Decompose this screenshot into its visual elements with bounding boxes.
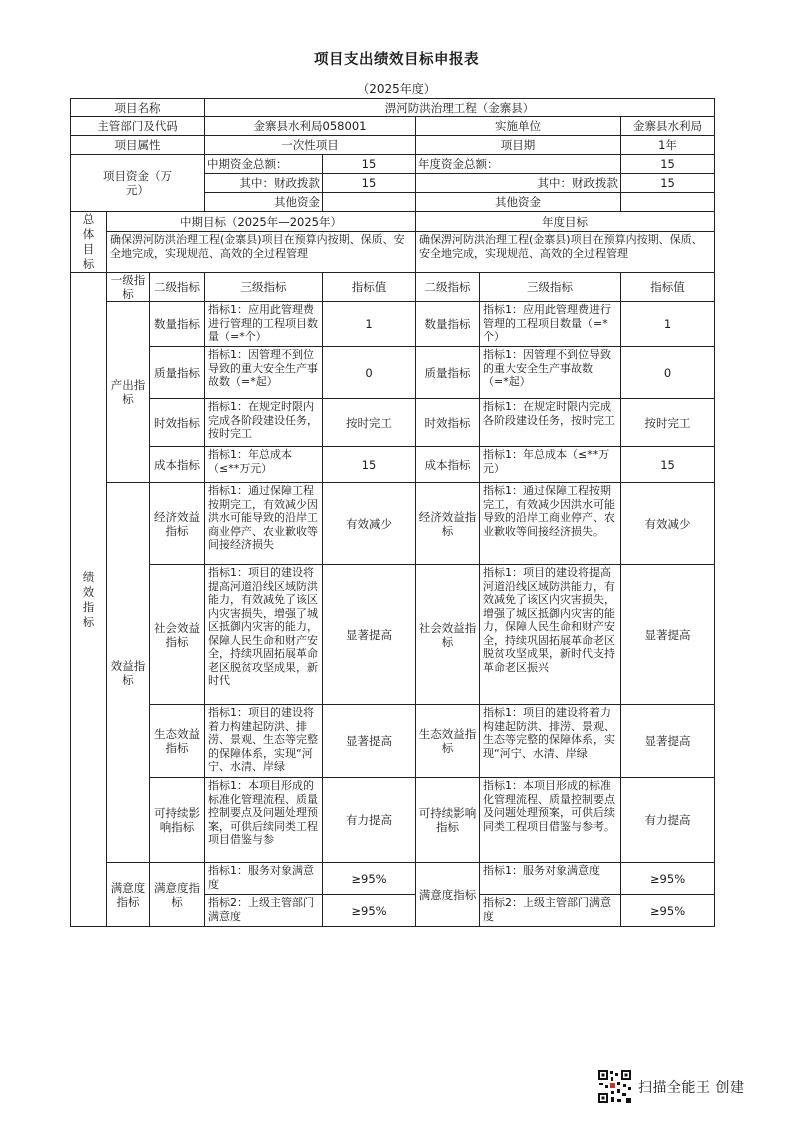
impl-unit-value: 金寨县水利局 [621,117,715,136]
l1-header: 一级指标 [107,273,150,302]
quality-mid-indicator: 指标1：因管理不到位导致的重大安全生产事故数（=*起） [205,347,323,399]
cost-mid-value: 15 [323,447,416,483]
sat-l2: 满意度指标 [150,863,205,927]
sat-mid-indicator-2: 指标2：上级主管部门满意度 [205,895,323,927]
qty-l2: 数量指标 [150,302,205,347]
attribute-value: 一次性项目 [205,136,416,155]
sustain-mid-value: 有力提高 [323,778,416,863]
funds-label: 项目资金（万元） [71,155,205,212]
dept-code-label: 主管部门及代码 [71,117,205,136]
cost-year-l2: 成本指标 [416,447,480,483]
year-label: （2025年度） [357,82,436,96]
quality-mid-value: 0 [323,347,416,399]
project-name-label: 项目名称 [71,99,205,117]
year-total-label: 年度资金总额： [416,155,621,174]
mid-goal-text: 确保淠河防洪治理工程(金寨县)项目在预算内按期、保质、安全地完成，实现规范、高效的全过程管理 [107,232,416,273]
fiscal-year-label: 其中：财政拨款 [416,174,621,193]
overall-goal-label: 总体目标 [71,212,107,273]
sustain-year-l2: 可持续影响指标 [416,778,480,863]
qty-mid-indicator: 指标1：应用此管理费进行管理的工程项目数量（=*个） [205,302,323,347]
period-value: 1年 [621,136,715,155]
quality-year-value: 0 [621,347,715,399]
econ-l2: 经济效益指标 [150,483,205,565]
l3-header-year: 三级指标 [480,273,621,302]
social-year-indicator: 指标1：项目的建设将提高河道沿线区域防洪能力，有效减免了该区内灾害损失，增强了城区抵御内灾害的能力，保障人民生命和财产安全，持续巩固拓展革命老区脱贫攻坚成果，新时代支持革命老区振兴 [480,565,621,705]
cost-year-value: 15 [621,447,715,483]
econ-mid-indicator: 指标1：通过保障工程按期完工，有效减少因洪水可能导致的沿岸工商业停产、农业歉收等间接经济损失 [205,483,323,565]
time-year-value: 按时完工 [621,399,715,447]
eco-year-l2: 生态效益指标 [416,705,480,778]
sat-year-indicator-1: 指标1：服务对象满意度 [480,863,621,895]
sat-mid-value-1: ≥95% [323,863,416,895]
eco-year-value: 显著提高 [621,705,715,778]
sat-year-value-2: ≥95% [621,895,715,927]
period-label: 项目期 [416,136,621,155]
time-l2: 时效指标 [150,399,205,447]
other-mid-value [323,193,416,212]
eco-mid-indicator: 指标1：项目的建设将着力构建起防洪、排涝、景观、生态等完整的保障体系，实现“河宁、水清、岸绿 [205,705,323,778]
cost-l2: 成本指标 [150,447,205,483]
qty-year-value: 1 [621,302,715,347]
year-goal-header: 年度目标 [416,212,715,232]
sat-mid-indicator-1: 指标1：服务对象满意度 [205,863,323,895]
l2-header: 二级指标 [150,273,205,302]
quality-year-indicator: 指标1：因管理不到位导致的重大安全生产事故数（=*起） [480,347,621,399]
output-label: 产出指标 [107,302,150,483]
social-l2: 社会效益指标 [150,565,205,705]
quality-l2: 质量指标 [150,347,205,399]
value-header: 指标值 [323,273,416,302]
qr-code-icon [597,1069,632,1104]
time-year-l2: 时效指标 [416,399,480,447]
year-total-value: 15 [621,155,715,174]
mid-goal-header: 中期目标（2025年—2025年） [107,212,416,232]
time-mid-indicator: 指标1：在规定时限内完成各阶段建设任务，按时完工 [205,399,323,447]
econ-year-l2: 经济效益指标 [416,483,480,565]
fiscal-mid-label: 其中：财政拨款 [205,174,323,193]
sustain-l2: 可持续影响指标 [150,778,205,863]
performance-table [70,98,715,927]
benefit-label: 效益指标 [107,483,150,863]
social-mid-value: 显著提高 [323,565,416,705]
l3-header: 三级指标 [205,273,323,302]
sustain-year-indicator: 指标1：本项目形成的标准化管理流程、质量控制要点及问题处理预案，可供后续同类工程项目借鉴与参考。 [480,778,621,863]
sat-mid-value-2: ≥95% [323,895,416,927]
sustain-year-value: 有力提高 [621,778,715,863]
value-header-year: 指标值 [621,273,715,302]
social-year-value: 显著提高 [621,565,715,705]
social-year-l2: 社会效益指标 [416,565,480,705]
fiscal-mid-value: 15 [323,174,416,193]
mid-total-label: 中期资金总额： [205,155,323,174]
qty-year-l2: 数量指标 [416,302,480,347]
eco-mid-value: 显著提高 [323,705,416,778]
impl-unit-label: 实施单位 [416,117,621,136]
eco-l2: 生态效益指标 [150,705,205,778]
cost-year-indicator: 指标1：年总成本（≤**万元） [480,447,621,483]
econ-mid-value: 有效减少 [323,483,416,565]
other-year-label: 其他资金 [416,193,621,212]
page-title: 项目支出绩效目标申报表 [314,52,479,68]
sustain-mid-indicator: 指标1：本项目形成的标准化管理流程、质量控制要点及问题处理预案，可供后续同类工程项目借鉴与参 [205,778,323,863]
l2-header-year: 二级指标 [416,273,480,302]
cost-mid-indicator: 指标1：年总成本（≤**万元） [205,447,323,483]
sat-year-indicator-2: 指标2：上级主管部门满意度 [480,895,621,927]
econ-year-indicator: 指标1：通过保障工程按期完工，有效减少因洪水可能导致的沿岸工商业停产、农业歉收等间接经济损失。 [480,483,621,565]
mid-total-value: 15 [323,155,416,174]
attribute-label: 项目属性 [71,136,205,155]
econ-year-value: 有效减少 [621,483,715,565]
quality-year-l2: 质量指标 [416,347,480,399]
project-name-value: 淠河防洪治理工程（金寨县） [205,99,715,117]
qty-mid-value: 1 [323,302,416,347]
scanner-watermark [597,1069,771,1109]
qty-year-indicator: 指标1：应用此管理费进行管理的工程项目数量（=*个） [480,302,621,347]
social-mid-indicator: 指标1：项目的建设将提高河道沿线区域防洪能力，有效减免了该区内灾害损失，增强了城区抵御内灾害的能力，保障人民生命和财产安全，持续巩固拓展革命老区脱贫攻坚成果，新时代 [205,565,323,705]
time-year-indicator: 指标1：在规定时限内完成各阶段建设任务，按时完工 [480,399,621,447]
dept-code-value: 金寨县水利局058001 [205,117,416,136]
other-year-value [621,193,715,212]
fiscal-year-value: 15 [621,174,715,193]
other-mid-label: 其他资金 [205,193,323,212]
time-mid-value: 按时完工 [323,399,416,447]
scanner-text: 扫描全能王 创建 [638,1080,745,1096]
sat-year-l2: 满意度指标 [416,863,480,927]
satisfaction-label: 满意度指标 [107,863,150,927]
sat-year-value-1: ≥95% [621,863,715,895]
year-goal-text: 确保淠河防洪治理工程(金寨县)项目在预算内按期、保质、安全地完成，实现规范、高效的全过程管理 [416,232,715,273]
eco-year-indicator: 指标1：项目的建设将着力构建起防洪、排涝、景观、生态等完整的保障体系，实现“河宁、水清、岸绿 [480,705,621,778]
perf-indicators-label: 绩效指标 [71,273,107,927]
